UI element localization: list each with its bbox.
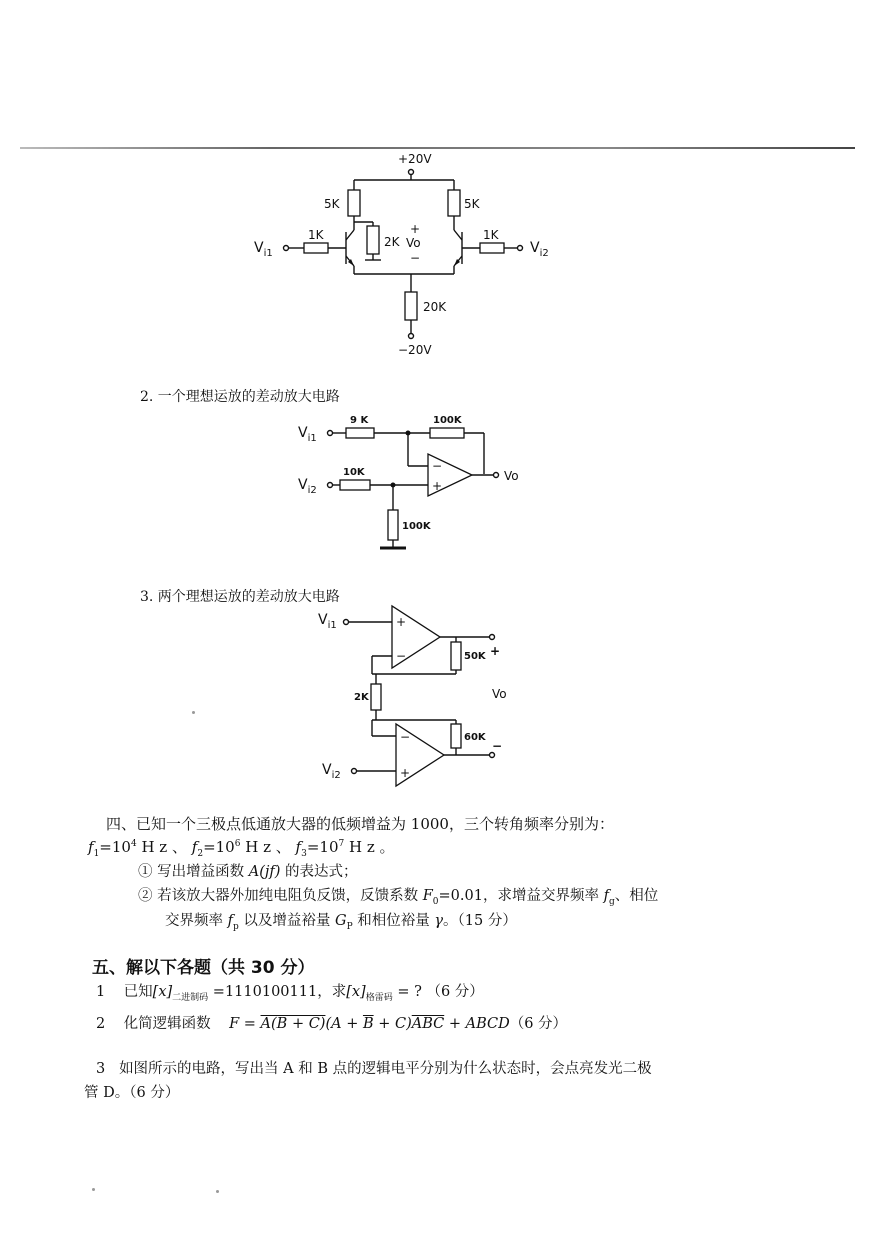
q2-title: 2. 一个理想运放的差动放大电路 xyxy=(140,389,340,405)
c2-plus: + xyxy=(432,479,443,493)
vee-label: −20V xyxy=(398,343,432,357)
re-label: 20K xyxy=(423,300,447,314)
rf-label: 100K xyxy=(433,415,462,426)
single-opamp-circuit xyxy=(290,408,540,558)
rc-right-resistor xyxy=(448,190,460,216)
section5-q3-line2: 管 D。（6 分） xyxy=(84,1085,180,1101)
r2k-resistor xyxy=(371,684,381,710)
section5-q1: 1 已知$[x]_{二进制码} =1110100111$，求$[x]_{格雷码}$ = ? （6 分） xyxy=(96,984,484,1003)
c3-bot-plus: + xyxy=(400,766,411,780)
r2-resistor xyxy=(340,480,370,490)
vi1-label: $V_{i1}$ xyxy=(254,240,273,259)
section4-item1: ① 写出增益函数 A(jf) 的表达式； xyxy=(138,864,358,880)
rc-left-label: 5K xyxy=(324,197,340,211)
rb-left-label: 1K xyxy=(308,228,324,242)
r60k-label: 60K xyxy=(464,732,486,743)
expr-term-3: $\overline{ABC}$ xyxy=(411,1016,445,1032)
scan-speck xyxy=(192,711,195,714)
section5-heading: 五、解以下各题（共 30 分） xyxy=(92,958,315,978)
section4-item2-line1: ② 若该放大器外加纯电阻负反馈，反馈系数 $F_0=0.01$，求增益交界频率 $f_g$、相位 xyxy=(138,888,659,907)
dual-opamp-circuit xyxy=(318,600,538,790)
c2-minus: − xyxy=(432,459,443,473)
vcc-label: +20V xyxy=(398,152,432,166)
rc-right-label: 5K xyxy=(464,197,480,211)
vi2-label: $V_{i2}$ xyxy=(530,240,549,259)
c3-top-minus: − xyxy=(396,649,407,663)
r3-label: 100K xyxy=(402,521,431,532)
vo-minus: − xyxy=(410,251,421,265)
rl-label: 2K xyxy=(384,235,400,249)
r1-resistor xyxy=(346,428,374,438)
c2-vi2-label: $V_{i2}$ xyxy=(298,477,317,496)
rb-left-resistor xyxy=(304,243,328,253)
scan-speck xyxy=(92,1188,95,1191)
section5-q2: 2 化简逻辑函数 $F = A(B + C)(A + \overline{B} + C)\overline{ABC}$ + ABCD（6 分） xyxy=(96,1016,568,1032)
rf-resistor xyxy=(430,428,464,438)
c3-vo-minus: − xyxy=(492,739,503,753)
r50k-resistor xyxy=(451,642,461,670)
r3-resistor xyxy=(388,510,398,540)
c3-vi2-label: $V_{i2}$ xyxy=(322,762,341,781)
r2k-label: 2K xyxy=(354,692,369,703)
rb-right-resistor xyxy=(480,243,504,253)
rl-resistor xyxy=(367,226,379,254)
r1-label: 9 K xyxy=(350,415,369,426)
scan-edge-line xyxy=(20,147,855,149)
r2-label: 10K xyxy=(343,467,365,478)
vo-plus: + xyxy=(410,222,421,236)
c3-vi1-label: $V_{i1}$ xyxy=(318,612,337,631)
vo-label: Vo xyxy=(406,236,421,250)
scan-speck xyxy=(216,1190,219,1193)
c2-vi1-label: $V_{i1}$ xyxy=(298,425,317,444)
rc-left-resistor xyxy=(348,190,360,216)
section4-intro: 四、已知一个三极点低通放大器的低频增益为 1000，三个转角频率分别为： xyxy=(106,815,614,833)
r50k-label: 50K xyxy=(464,651,486,662)
c3-vo-plus: + xyxy=(490,644,501,658)
expr-term-1: A(B + C) xyxy=(260,1016,326,1032)
section5-q3-line1: 3 如图所示的电路，写出当 A 和 B 点的逻辑电平分别为什么状态时，会点亮发光二极 xyxy=(96,1061,652,1077)
r60k-resistor xyxy=(451,724,461,748)
bjt-differential-circuit xyxy=(240,150,580,360)
rb-right-label: 1K xyxy=(483,228,499,242)
section4-item2-line2: 交界频率 $f_p$ 以及增益裕量 $G_P$ 和相位裕量 γ。（15 分） xyxy=(165,913,517,932)
q3-title: 3. 两个理想运放的差动放大电路 xyxy=(140,589,340,605)
corner-frequencies: $f_1=10^4$ H z 、 $f_2=10^6$ H z 、 $f_3=10^7$ H z 。 xyxy=(88,838,395,859)
c3-top-plus: + xyxy=(396,615,407,629)
re-resistor xyxy=(405,292,417,320)
c2-vo-label: Vo xyxy=(504,469,519,483)
c3-bot-minus: − xyxy=(400,730,411,744)
c3-vo-label: Vo xyxy=(492,687,507,701)
